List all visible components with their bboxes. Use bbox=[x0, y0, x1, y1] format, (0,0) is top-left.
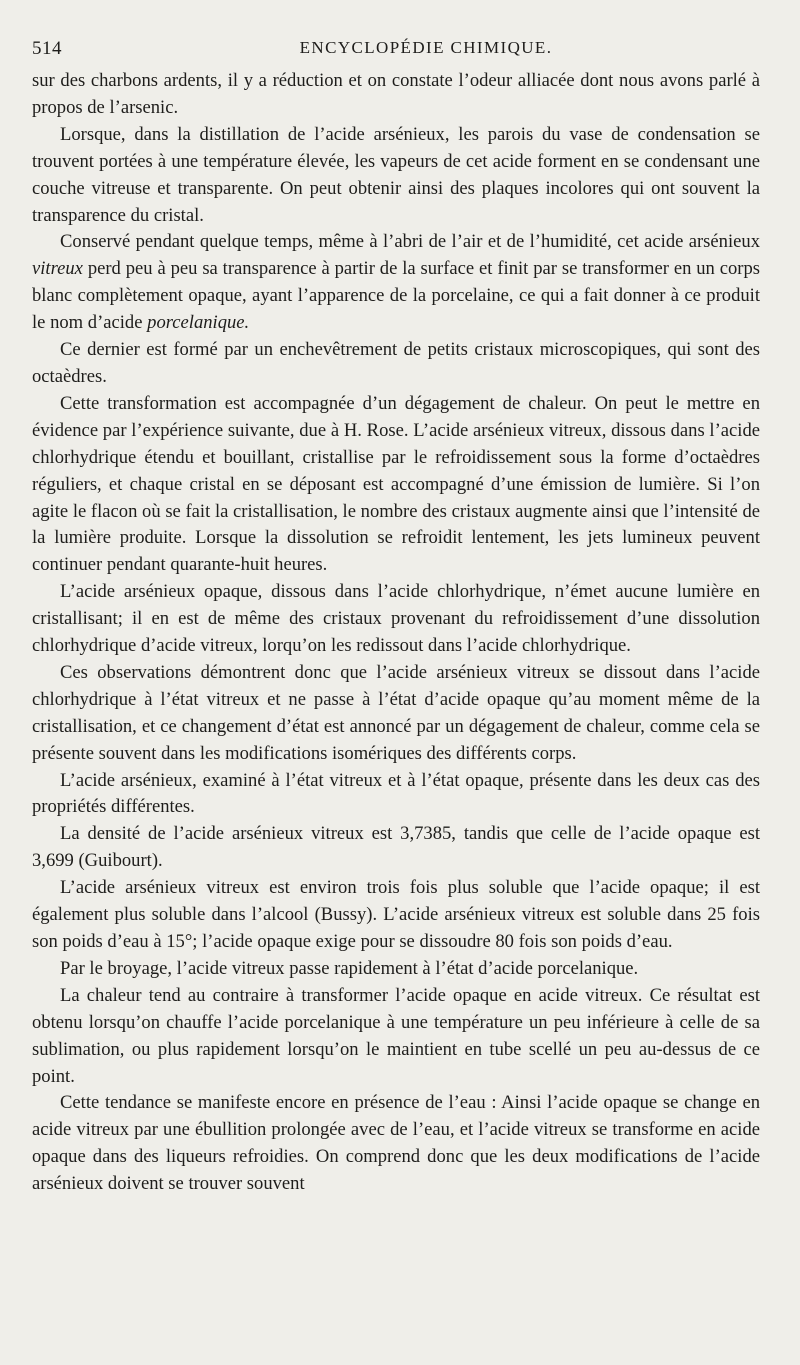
paragraph bbox=[32, 337, 760, 391]
paragraph-text: L’acide arsénieux opaque, dissous dans l’acide chlorhydrique, n’émet aucune lumière en cristallisant; il en est de même des cristaux provenant du refroidissement d’une dissolution chlorhydrique d’acide vitreux, lorqu’on les redissout dans l’acide chlorhydrique. bbox=[32, 581, 760, 657]
paragraph bbox=[32, 391, 760, 579]
paragraph-text: L’acide arsénieux vitreux est environ trois fois plus soluble que l’acide opaque; il est également plus soluble dans l’alcool (Bussy). L’acide arsénieux vitreux est soluble dans 25 fois son poids d’eau à 15°; l’acide opaque exige pour se dissoudre 80 fois son poids d’eau. bbox=[32, 877, 760, 952]
paragraph bbox=[32, 68, 760, 122]
page-number: 514 bbox=[32, 38, 62, 59]
paragraph-text: L’acide arsénieux, examiné à l’état vitreux et à l’état opaque, présente dans les deux cas des propriétés différentes. bbox=[32, 769, 760, 818]
paragraph-text: Cette transformation est accompagnée d’un dégagement de chaleur. On peut le mettre en évidence par l’expérience suivante, due à H. Rose. L’acide arsénieux vitreux, dissous dans l’acide chlorhydrique étendu et bouillant, cristallise par le refroidissement sous la forme d’octaèdres réguliers, et chaque cristal en se déposant est accompagné d’une émission de lumière. Si l’on agite le flacon où se fait la cristallisation, le nombre des cristaux augmente ainsi que l’intensité de la lumière produite. Lorsque la dissolution se refroidit lentement, les jets lumineux peuvent continuer pendant quarante-huit heures. bbox=[32, 392, 760, 576]
paragraph-text: Cette tendance se manifeste encore en présence de l’eau : Ainsi l’acide opaque se change en acide vitreux par une ébullition prolongée avec de l’eau, et l’acide vitreux se transforme en acide opaque dans des liqueurs refroidies. On comprend donc que les deux modifications de l’acide arsénieux doivent se trouver souvent bbox=[32, 1092, 760, 1195]
paragraph bbox=[32, 660, 760, 768]
paragraph bbox=[32, 768, 760, 822]
paragraph-text: Ces observations démontrent donc que l’acide arsénieux vitreux se dissout dans l’acide chlorhydrique à l’état vitreux et ne passe à l’état d’acide opaque qu’au moment même de la cristallisation, et ce changement d’état est annoncé par un dégagement de chaleur, comme cela se présente souvent dans les modifications isomériques des différents corps. bbox=[32, 661, 760, 764]
paragraph bbox=[32, 1090, 760, 1198]
paragraph bbox=[32, 229, 760, 337]
paragraph-text: La chaleur tend au contraire à transformer l’acide opaque en acide vitreux. Ce résultat est obtenu lorsqu’on chauffe l’acide porcelanique à une température un peu inférieure à celle de sa sublimation, ou plus rapidement lorsqu’on le maintient en tube scellé un peu au-dessus de ce point. bbox=[32, 984, 760, 1087]
paragraph bbox=[32, 122, 760, 230]
paragraph bbox=[32, 983, 760, 1091]
paragraph bbox=[32, 821, 760, 875]
paragraph-text: Conservé pendant quelque temps, même à l’abri de l’air et de l’humidité, cet acide arsénieux bbox=[60, 231, 760, 253]
italic-text: porcelanique. bbox=[147, 312, 250, 334]
paragraph bbox=[32, 956, 760, 983]
page-header bbox=[32, 38, 760, 66]
paragraph-text: perd peu à peu sa transparence à partir de la surface et finit par se transformer en un corps blanc complètement opaque, ayant l’apparence de la porcelaine, ce qui a fait donner à ce produit le nom d’acide bbox=[32, 258, 760, 334]
body-text bbox=[32, 68, 760, 1198]
italic-text: vitreux bbox=[32, 258, 83, 280]
paragraph-text: Ce dernier est formé par un enchevêtrement de petits cristaux microscopiques, qui sont des octaèdres. bbox=[32, 339, 760, 387]
paragraph bbox=[32, 579, 760, 660]
paragraph-text: Lorsque, dans la distillation de l’acide arsénieux, les parois du vase de condensation se trouvent portées à une température élevée, les vapeurs de cet acide forment en se condensant une couche vitreuse et transparente. On peut obtenir ainsi des plaques incolores qui ont souvent la transparence du cristal. bbox=[32, 123, 760, 226]
paragraph-text: La densité de l’acide arsénieux vitreux est 3,7385, tandis que celle de l’acide opaque est 3,699 (Guibourt). bbox=[32, 823, 760, 872]
paragraph-text: Par le broyage, l’acide vitreux passe rapidement à l’état d’acide porcelanique. bbox=[60, 957, 639, 979]
paragraph-text: sur des charbons ardents, il y a réduction et on constate l’odeur alliacée dont nous avons parlé à propos de l’arsenic. bbox=[32, 70, 760, 118]
paragraph bbox=[32, 875, 760, 956]
running-title: ENCYCLOPÉDIE CHIMIQUE. bbox=[299, 38, 553, 57]
